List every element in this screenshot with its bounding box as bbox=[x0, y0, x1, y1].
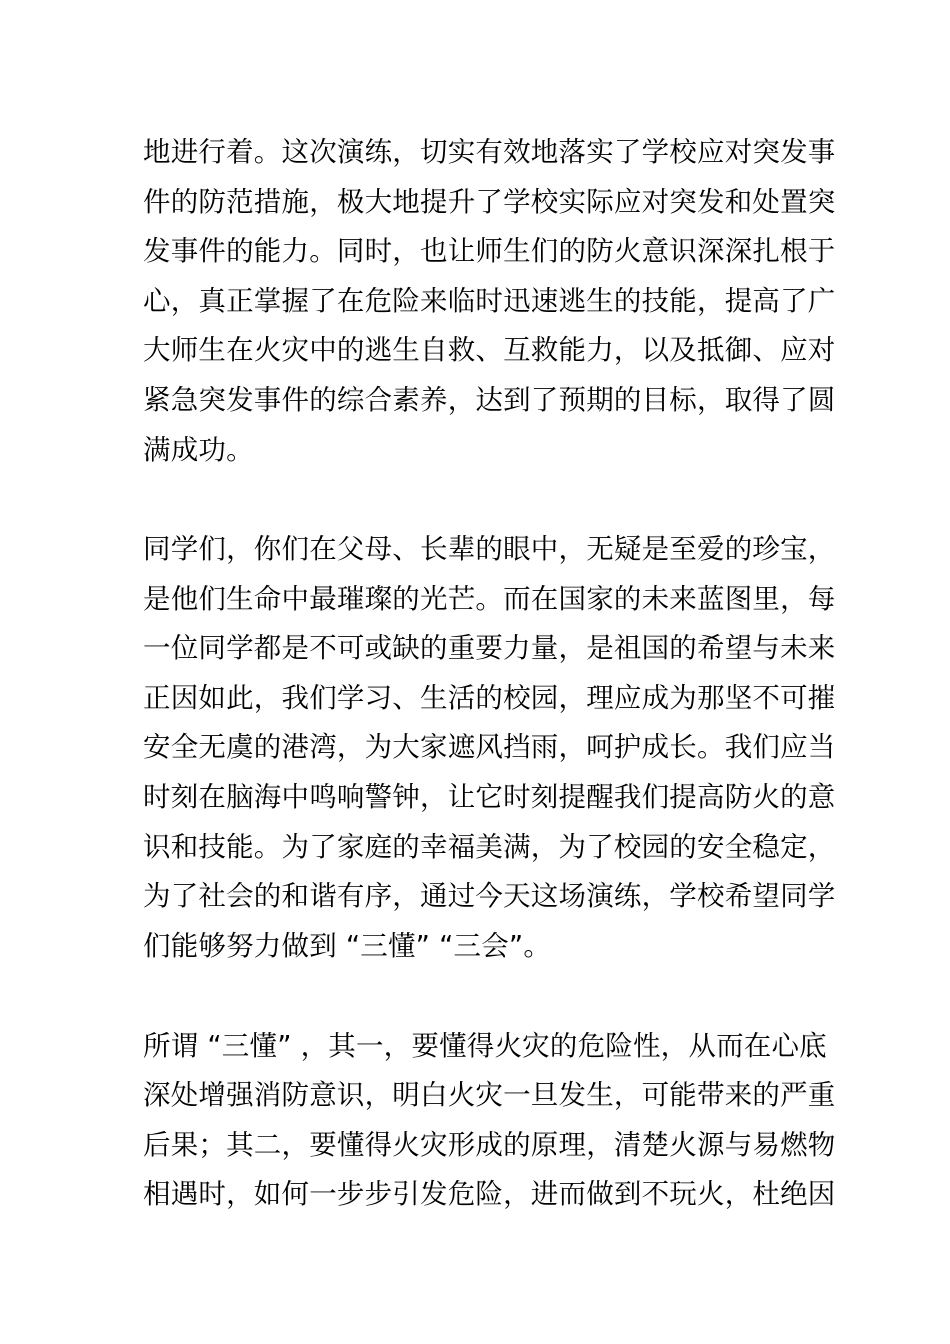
paragraph-2-line-9: 们能够努力做到 “三懂” “三会”。 bbox=[143, 930, 552, 962]
paragraph-2-line-2: 是他们生命中最璀璨的光芒。而在国家的未来蓝图里，每 bbox=[143, 583, 836, 615]
paragraph-1-line-1: 地进行着。这次演练，切实有效地落实了学校应对突发事 bbox=[143, 136, 836, 168]
paragraph-2-line-7: 识和技能。为了家庭的幸福美满，为了校园的安全稳定， bbox=[143, 831, 836, 863]
paragraph-3-line-4: 相遇时，如何一步步引发危险，进而做到不玩火，杜绝因 bbox=[143, 1178, 836, 1210]
paragraph-1-line-3: 发事件的能力。同时，也让师生们的防火意识深深扎根于 bbox=[143, 235, 836, 267]
paragraph-1-line-6: 紧急突发事件的综合素养，达到了预期的目标，取得了圆 bbox=[143, 384, 836, 416]
paragraph-1-line-7: 满成功。 bbox=[143, 434, 254, 466]
paragraph-2-line-8: 为了社会的和谐有序，通过今天这场演练，学校希望同学 bbox=[143, 880, 836, 912]
paragraph-2-line-4: 正因如此，我们学习、生活的校园，理应成为那坚不可摧 bbox=[143, 682, 836, 714]
paragraph-2-line-5: 安全无虞的港湾，为大家遮风挡雨，呵护成长。我们应当 bbox=[143, 731, 836, 763]
paragraph-3-line-2: 深处增强消防意识，明白火灾一旦发生，可能带来的严重 bbox=[143, 1079, 836, 1111]
paragraph-1-line-2: 件的防范措施，极大地提升了学校实际应对突发和处置突 bbox=[143, 186, 836, 218]
paragraph-2-line-1: 同学们，你们在父母、长辈的眼中，无疑是至爱的珍宝， bbox=[143, 533, 836, 565]
paragraph-2-line-6: 时刻在脑海中鸣响警钟，让它时刻提醒我们提高防火的意 bbox=[143, 781, 836, 813]
paragraph-3-line-1: 所谓 “三懂” ，其一，要懂得火灾的危险性，从而在心底 bbox=[143, 1030, 827, 1062]
paragraph-2-line-3: 一位同学都是不可或缺的重要力量，是祖国的希望与未来 bbox=[143, 632, 836, 664]
paragraph-1-line-5: 大师生在火灾中的逃生自救、互救能力，以及抵御、应对 bbox=[143, 334, 836, 366]
paragraph-3-line-3: 后果；其二，要懂得火灾形成的原理，清楚火源与易燃物 bbox=[143, 1129, 836, 1161]
paragraph-1-line-4: 心，真正掌握了在危险来临时迅速逃生的技能，提高了广 bbox=[143, 285, 836, 317]
